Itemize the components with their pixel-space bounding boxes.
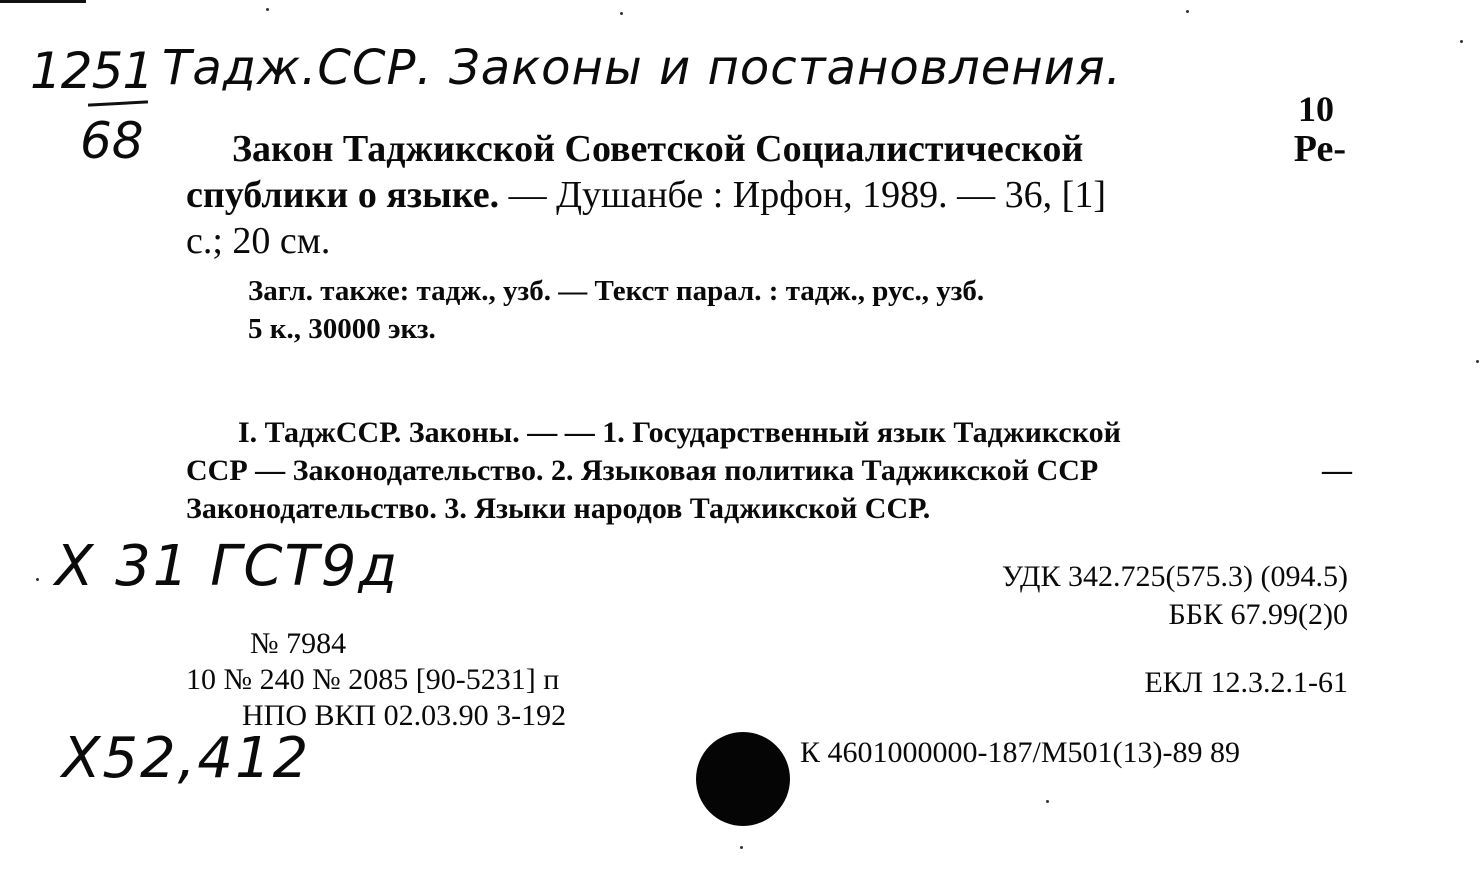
subjects-line-3: Законодательство. 3. Языки народов Таджикской ССР. <box>186 492 931 525</box>
speck <box>620 12 623 15</box>
speck <box>1460 40 1463 43</box>
handwritten-shelf-mark-bottom: 68 <box>80 112 144 170</box>
handwritten-code-1: Х 31 ГСТ9д <box>55 534 400 599</box>
handwritten-code-2: Х52,412 <box>62 726 311 791</box>
title-line-1-hyphen: Ре- <box>1293 128 1346 170</box>
shelf-mark-divider <box>88 100 148 106</box>
subjects-line-2 <box>186 452 1352 490</box>
bbk-code: ББК 67.99(2)0 <box>1168 598 1348 631</box>
print-info-line-1: № 7984 <box>250 627 347 660</box>
notes-line-1: Загл. также: тадж., узб. — Текст парал. : тадж., рус., узб. <box>248 275 985 307</box>
title-line-1 <box>186 126 1346 172</box>
notes-block <box>248 272 984 348</box>
speck <box>266 8 269 11</box>
k-code: К 4601000000-187/М501(13)-89 89 <box>800 736 1240 769</box>
ekl-code: ЕКЛ 12.3.2.1-61 <box>1144 666 1348 699</box>
card-number: 10 <box>1298 89 1334 129</box>
speck <box>1476 360 1479 363</box>
handwritten-subject-heading: Тадж.ССР. Законы и постановления. <box>162 40 1122 96</box>
subjects-line-2-text: ССР — Законодательство. 2. Языковая политика Таджикской ССР <box>186 454 1099 487</box>
punch-hole <box>696 732 790 826</box>
print-info-line-3: НПО ВКП 02.03.90 3-192 <box>242 699 567 732</box>
title-line-3: с.; 20 см. <box>186 220 331 262</box>
udk-code: УДК 342.725(575.3) (094.5) <box>1001 560 1348 593</box>
speck <box>36 578 39 581</box>
title-line-2 <box>186 172 1346 218</box>
subjects-line-1: I. ТаджССР. Законы. — — 1. Государственный язык Таджикской <box>238 416 1121 449</box>
title-line-2-bold: спублики о языке. <box>186 174 500 216</box>
print-info-line-2: 10 № 240 № 2085 [90-5231] п <box>186 663 560 696</box>
speck <box>740 846 743 849</box>
bibliographic-title-block <box>186 126 1346 264</box>
handwritten-shelf-mark-top: 1251 <box>30 42 154 100</box>
imprint-text: — Душанбе : Ирфон, 1989. — 36, [1] <box>499 174 1106 216</box>
notes-line-2: 5 к., 30000 экз. <box>248 313 436 345</box>
print-info-block <box>186 626 566 734</box>
speck <box>1186 10 1189 13</box>
title-line-1-text: Закон Таджикской Советской Социалистической <box>232 128 1084 170</box>
card-edge-mark <box>0 0 86 3</box>
classification-block <box>1002 558 1348 634</box>
speck <box>1046 800 1049 803</box>
subjects-line-2-dash: — <box>1322 454 1352 487</box>
subject-tracings <box>186 414 1352 528</box>
